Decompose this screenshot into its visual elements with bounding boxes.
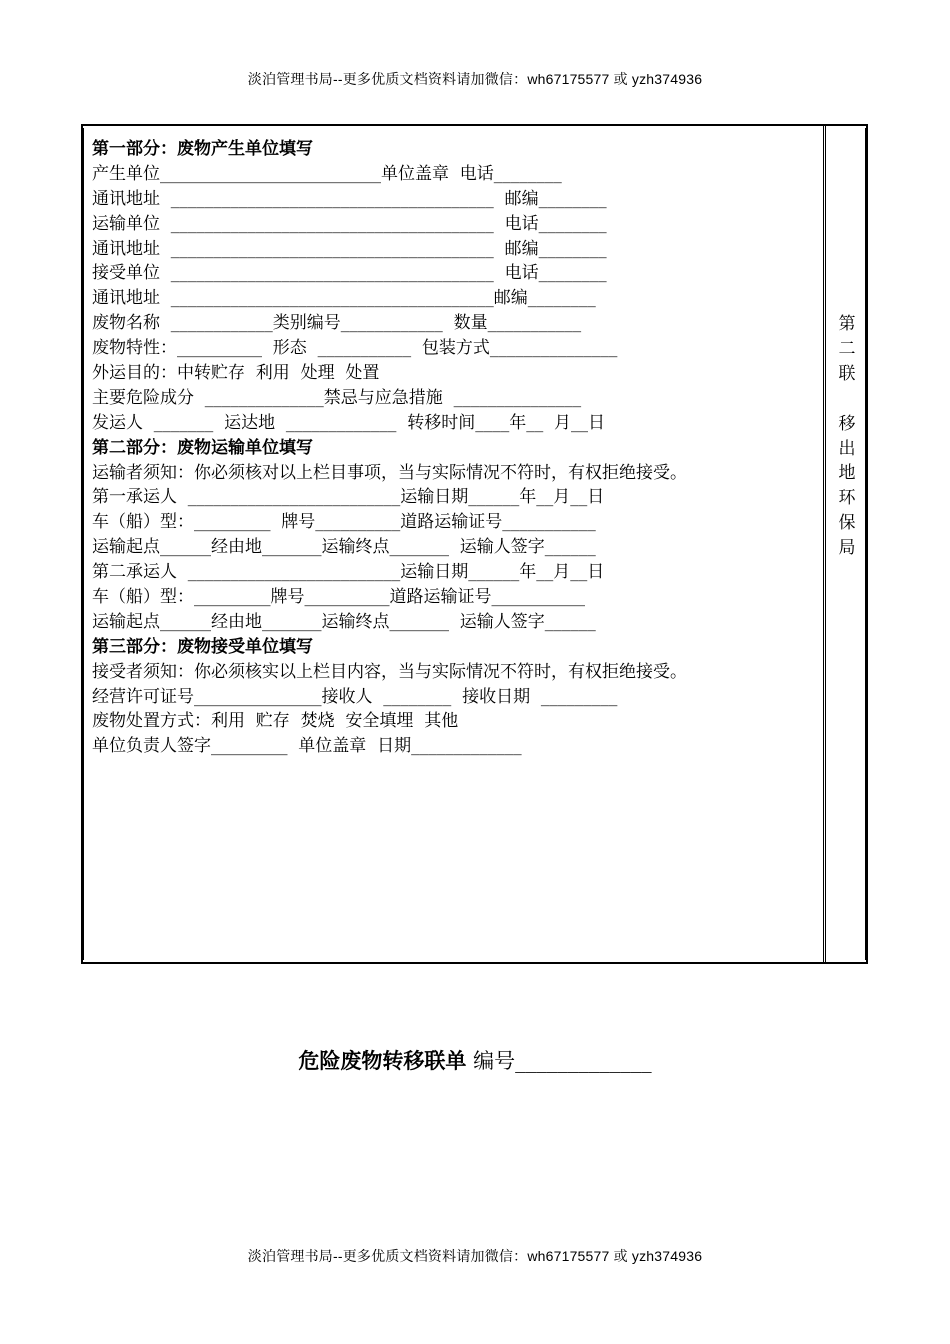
- form-title: [0, 1045, 950, 1075]
- form-line: 经营许可证号_______________接收人 ________ 接收日期 _________: [92, 686, 618, 707]
- form-line: 主要危险成分 ______________禁忌与应急措施 _______________: [92, 387, 582, 408]
- copy-label-char: 地: [838, 463, 856, 484]
- copy-label-gap: [828, 387, 866, 412]
- copy-label-char: 出: [838, 438, 856, 459]
- form-line: 第一承运人 _________________________运输日期______年__月__日: [92, 487, 605, 508]
- copy-label-char: 局: [838, 538, 856, 559]
- copy-label-char: 环: [838, 488, 856, 509]
- footer-note: 淡泊管理书局--更多优质文档资料请加微信：wh67175577 或 yzh374936: [247, 1248, 703, 1264]
- header-note: 淡泊管理书局--更多优质文档资料请加微信：wh67175577 或 yzh374936: [247, 71, 703, 87]
- section-heading: 第一部分：废物产生单位填写: [92, 139, 313, 159]
- form-line: 接受单位 ______________________________________ 电话________: [92, 263, 607, 284]
- form-line: 产生单位__________________________单位盖章 电话________: [92, 163, 562, 184]
- form-line: 运输起点______经由地_______运输终点_______ 运输人签字______: [92, 537, 596, 558]
- section-heading: 第二部分：废物运输单位填写: [92, 437, 313, 458]
- form-line: 通讯地址 ______________________________________邮编________: [92, 288, 596, 309]
- form-line: 废物特性：__________ 形态 ___________ 包装方式_______________: [92, 338, 618, 359]
- form-line: 废物名称 ____________类别编号____________ 数量___________: [92, 313, 582, 334]
- form-line: 车（船）型：_________ 牌号__________道路运输证号___________: [92, 512, 596, 533]
- form-number-field: 编号_____________: [466, 1049, 652, 1073]
- copy-label-char: 联: [838, 363, 856, 384]
- copy-label: [828, 312, 866, 561]
- copy-label-char: 第: [838, 314, 856, 334]
- form-line: 接受者须知：你必须核实以上栏目内容，当与实际情况不符时，有权拒绝接受。: [92, 661, 687, 682]
- form-line: 通讯地址 ______________________________________ 邮编________: [92, 188, 607, 209]
- form-line: 单位负责人签字_________ 单位盖章 日期_____________: [92, 736, 522, 757]
- form-line: 第二承运人 _________________________运输日期______年__月__日: [92, 562, 605, 583]
- copy-label-char: 移: [838, 413, 856, 434]
- form-main-column: [83, 126, 826, 962]
- form-line: 废物处置方式：利用 贮存 焚烧 安全填埋 其他: [92, 711, 459, 732]
- form-line: 运输起点______经由地_______运输终点_______ 运输人签字______: [92, 611, 596, 632]
- transfer-form: [81, 124, 868, 964]
- section-heading: 第三部分：废物接受单位填写: [92, 636, 313, 657]
- form-title-main: 危险废物转移联单: [298, 1048, 467, 1073]
- form-line: 外运目的：中转贮存 利用 处理 处置: [92, 363, 380, 384]
- form-line: 通讯地址 ______________________________________ 邮编________: [92, 238, 607, 259]
- copy-label-char: 二: [838, 338, 856, 359]
- form-line: 运输者须知：你必须核对以上栏目事项，当与实际情况不符时，有权拒绝接受。: [92, 462, 687, 483]
- form-line: 运输单位 ______________________________________ 电话________: [92, 213, 607, 234]
- form-line: 发运人 _______ 运达地 _____________ 转移时间____年__ 月__日: [92, 412, 606, 433]
- form-line: 车（船）型：_________牌号__________道路运输证号___________: [92, 587, 585, 608]
- form-side-column: [828, 126, 866, 962]
- copy-label-char: 保: [838, 513, 856, 534]
